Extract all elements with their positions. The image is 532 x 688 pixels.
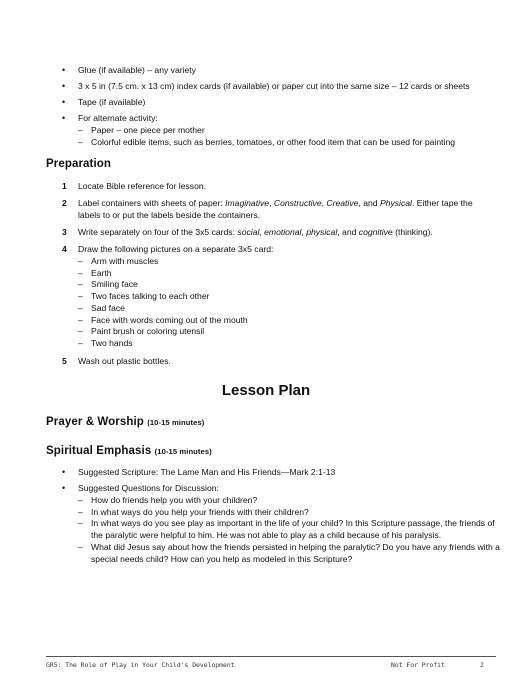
list-item: 3 Write separately on four of the 3x5 cards: social, emotional, physical, and cognitive (thinking). bbox=[62, 227, 433, 237]
list-item: • 3 x 5 in (7.5 cm. x 13 cm) index cards (if available) or paper cut into the same size – 12 cards or sheets bbox=[62, 80, 502, 92]
list-item: 4 Draw the following pictures on a separate 3x5 card: – Arm with muscles – Earth – Smiling face – Two faces talking to each other – Sad face – Face with words coming out of the mouth – Paint brush or coloring utensil – Two hands bbox=[62, 243, 492, 350]
prayer-worship-heading: Prayer & Worship (10-15 minutes) bbox=[46, 416, 205, 428]
list-item: 2 Label containers with sheets of paper: Imaginative, Constructive, Creative, and Physical. Either tape the labels to or put the labels beside the containers. bbox=[62, 198, 473, 220]
list-item: – In what ways do you see play as important in the life of your child? In this Scripture passage, the friends of the paralytic were helpful to him. He was not able to play as a child because of his paralysis. bbox=[78, 518, 502, 541]
list-item: – What did Jesus say about how the friends persisted in helping the paralytic? Do you have any friends with a special needs child? How can you help as modeled in this Scripture? bbox=[78, 542, 502, 565]
materials-list bbox=[62, 64, 502, 152]
spiritual-emphasis-heading: Spiritual Emphasis (10-15 minutes) bbox=[46, 445, 212, 457]
list-item: 5 Wash out plastic bottles. bbox=[62, 355, 171, 366]
step-number: 5 bbox=[62, 355, 67, 366]
footer-course-title: GR5: The Role of Play in Your Child's Development bbox=[46, 661, 235, 669]
list-item: • Suggested Questions for Discussion: – How do friends help you with your children? – In what ways do you help your friends with their children? – In what ways do you see play as important in the life of your child? In this Scripture passage, the friends of the paralytic were helpful to him. He was not able to play as a child because of his paralysis. – What did Jesus say about how the friends persisted in helping the paralytic? Do you have any friends with a special needs child? How can you help as modeled in this Scripture? bbox=[62, 482, 502, 565]
lesson-plan-title: Lesson Plan bbox=[221, 382, 311, 399]
list-item: • Suggested Scripture: The Lame Man and His Friends—Mark 2:1-13 bbox=[62, 466, 502, 478]
list-item: – Paint brush or coloring utensil bbox=[78, 326, 492, 338]
discussion-questions bbox=[78, 495, 502, 565]
list-item: 1 Locate Bible reference for lesson. bbox=[62, 181, 207, 191]
list-item: – Face with words coming out of the mouth bbox=[78, 315, 492, 327]
list-item: – Sad face bbox=[78, 303, 492, 315]
step-number: 3 bbox=[62, 227, 67, 237]
step-number: 2 bbox=[62, 198, 67, 208]
list-item: – How do friends help you with your children? bbox=[78, 495, 502, 507]
duration-label: (10-15 minutes) bbox=[154, 447, 212, 456]
list-item: – Colorful edible items, such as berries, tomatoes, or other food item that can be used for painting bbox=[78, 137, 502, 149]
list-item: – Earth bbox=[78, 268, 492, 280]
list-item: – Paper – one piece per mother bbox=[78, 125, 502, 137]
list-item: – Arm with muscles bbox=[78, 256, 492, 268]
list-item: • Tape (if available) bbox=[62, 96, 502, 108]
footer-not-for-profit: Not For Profit bbox=[391, 661, 445, 669]
pictures-sublist bbox=[78, 256, 492, 350]
list-item: • For alternate activity: – Paper – one piece per mother – Colorful edible items, such as berries, tomatoes, or other food item that can be used for painting bbox=[62, 112, 502, 148]
duration-label: (10-15 minutes) bbox=[147, 418, 205, 427]
list-item: – In what ways do you help your friends with their children? bbox=[78, 507, 502, 519]
list-item: – Smiling face bbox=[78, 279, 492, 291]
list-item: – Two faces talking to each other bbox=[78, 291, 492, 303]
footer-divider bbox=[46, 656, 496, 657]
list-item: • Glue (if available) – any variety bbox=[62, 64, 502, 76]
preparation-steps bbox=[62, 180, 492, 372]
step-number: 1 bbox=[62, 181, 67, 191]
page-number: 2 bbox=[480, 661, 484, 669]
list-item: – Two hands bbox=[78, 338, 492, 350]
spiritual-emphasis-list bbox=[62, 466, 502, 569]
alternate-activity-sublist bbox=[78, 125, 502, 148]
step-number: 4 bbox=[62, 244, 67, 254]
preparation-heading: Preparation bbox=[46, 158, 112, 170]
